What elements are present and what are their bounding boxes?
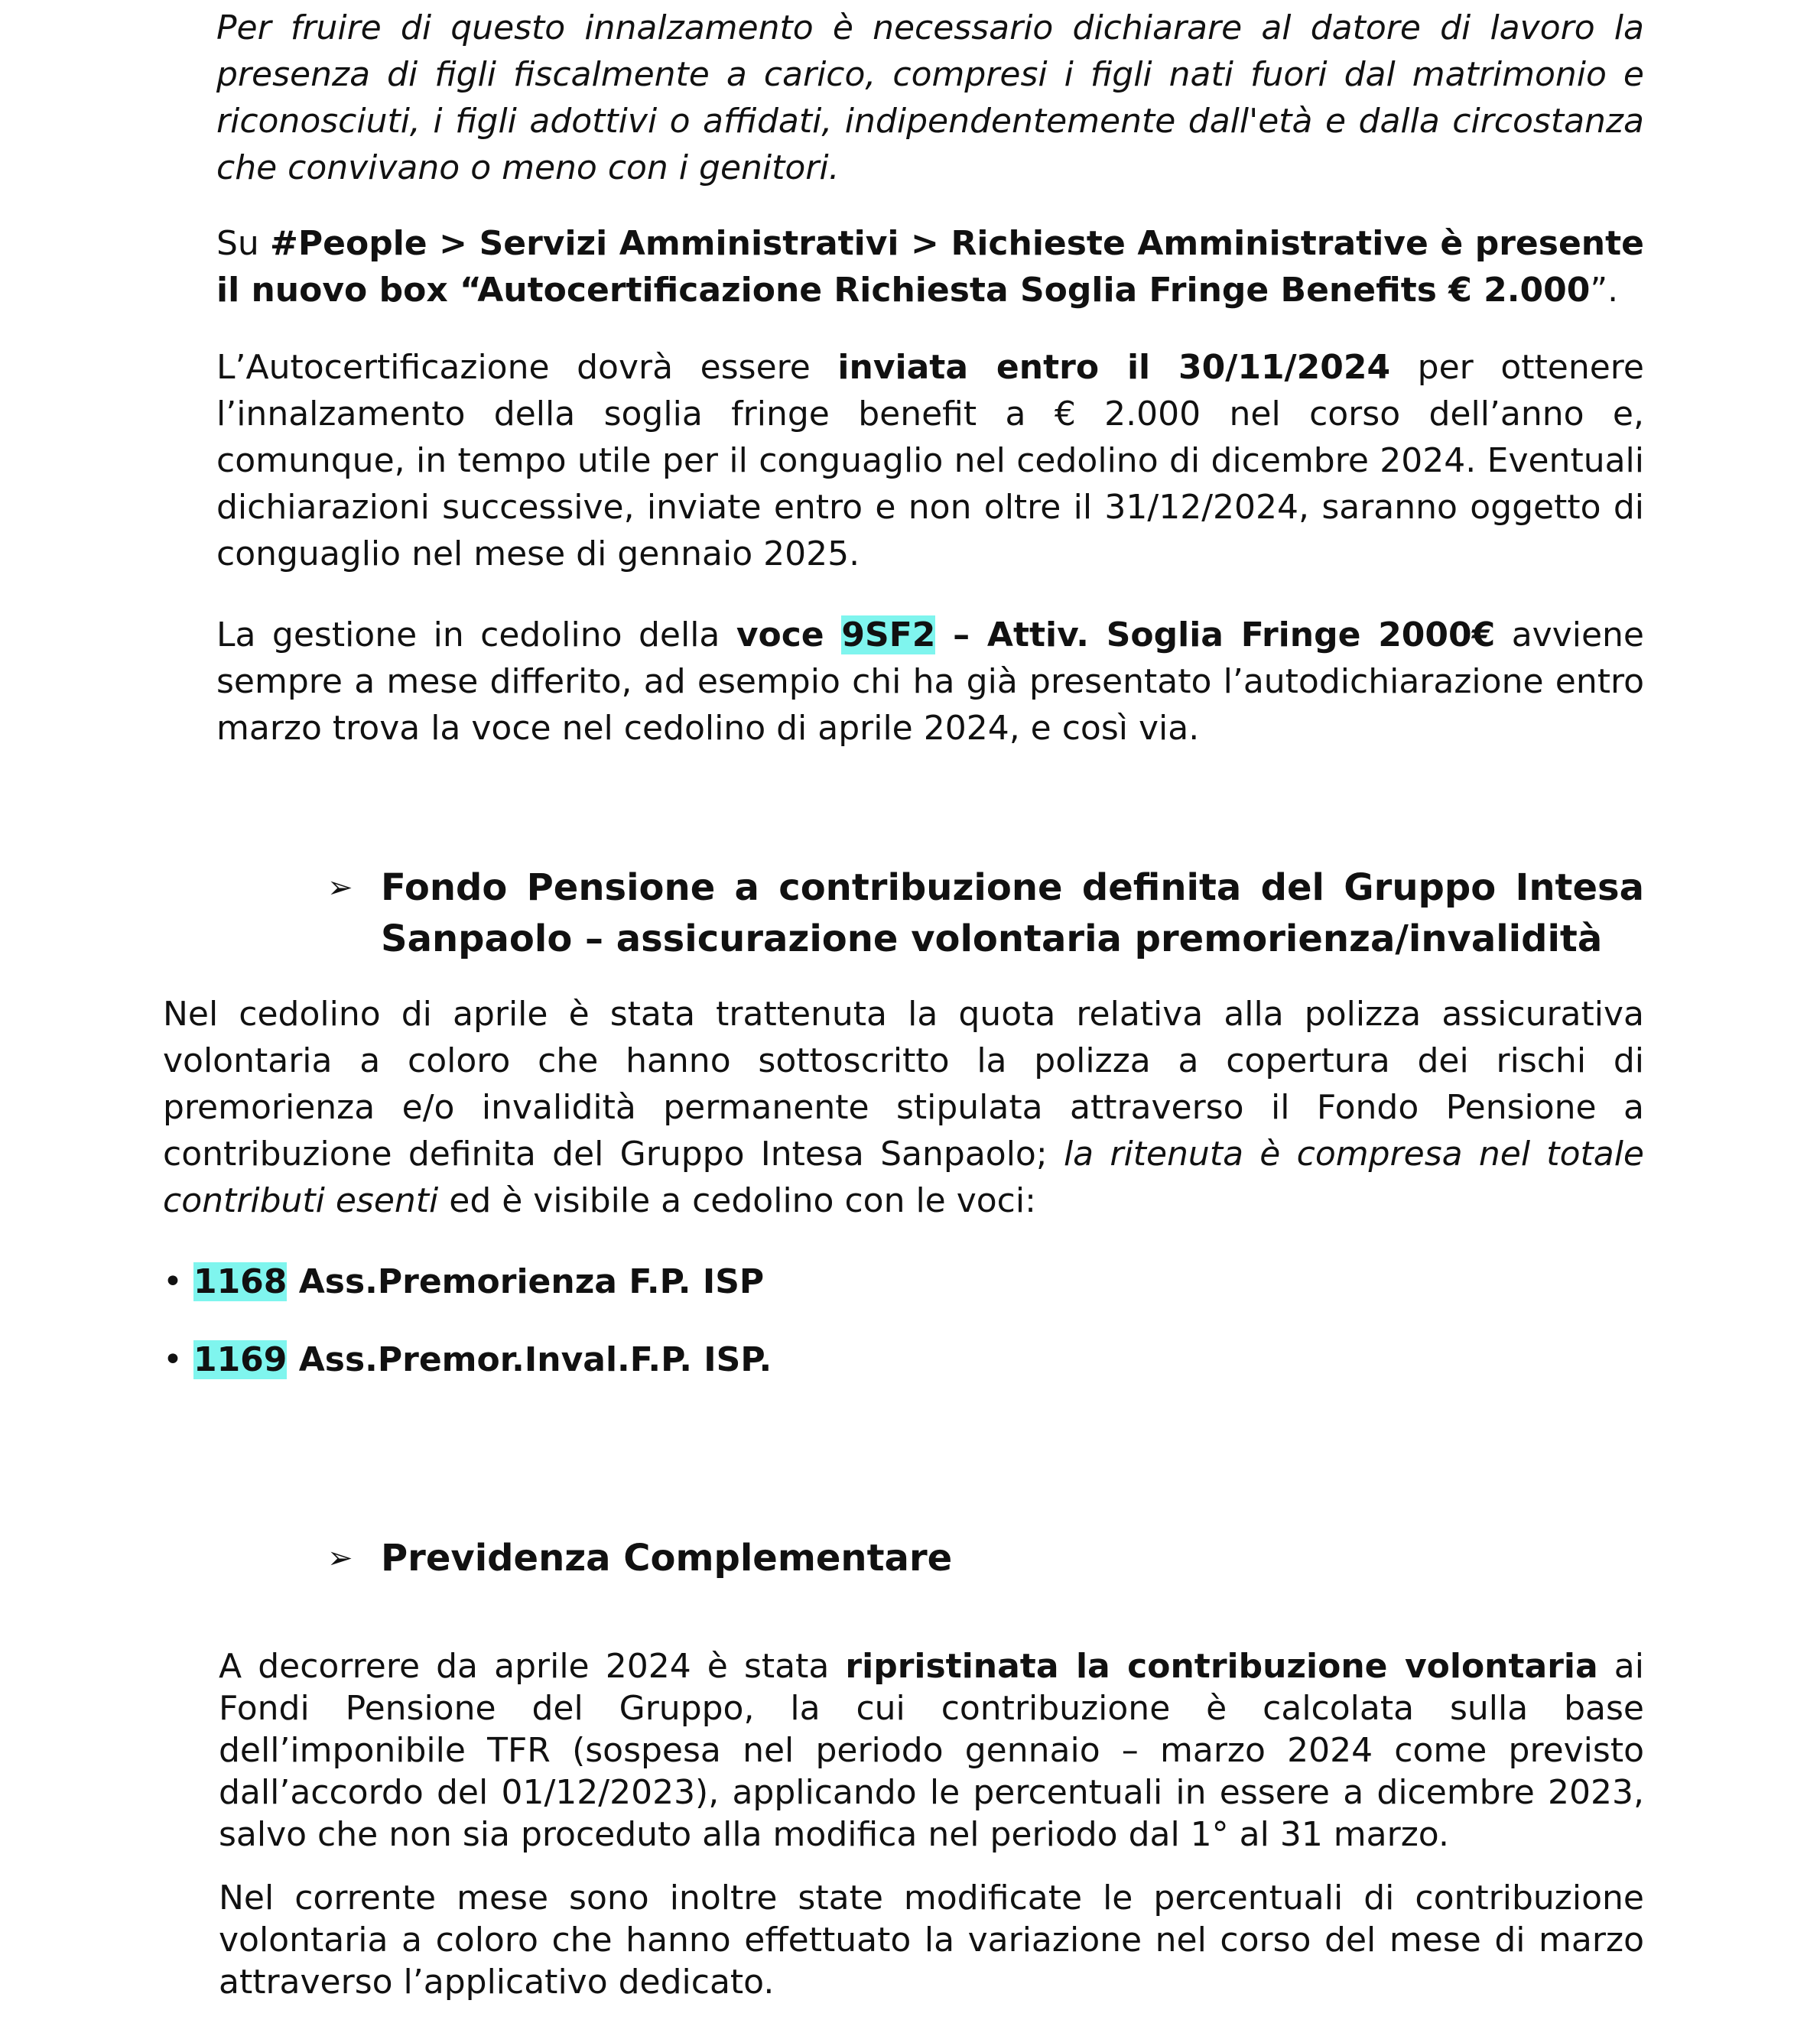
fondo-prefix: Nel cedolino di aprile è stata trattenuta la quota relativa alla polizza assicurativa volontaria a coloro che hanno sottoscritto la polizza a copertura dei rischi di premorienza e/o invalidità permanente stipulata attraverso il Fondo Pensione a contribuzione definita del Gruppo Intesa Sanpaolo; [163, 995, 1644, 1174]
autocert-paragraph [216, 344, 1644, 577]
list-item-voce-1169 [163, 1336, 772, 1383]
intro-paragraph: Per fruire di questo innalzamento è necessario dichiarare al datore di lavoro la presenza di figli fiscalmente a carico, compresi i figli nati fuori dal matrimonio e riconosciuti, i figli adottivi o affidati, indipendentemente dall'età e dalla circostanza che convivano o meno con i genitori. [216, 8, 1644, 187]
arrow-bullet-icon: ➢ [327, 1541, 353, 1576]
fondo-italic-note: la ritenuta è compresa nel totale contributi esenti [163, 1135, 1644, 1220]
voce-code-1168: 1168 [193, 1262, 288, 1301]
section-heading-fondo-pensione: Fondo Pensione a contribuzione definita del Gruppo Intesa Sanpaolo – assicurazione volontaria premorienza/invalidità [381, 866, 1644, 960]
people-prefix: Su [216, 224, 271, 263]
autocert-deadline: inviata entro il 30/11/2024 [837, 348, 1391, 387]
autocert-prefix: L’Autocertificazione dovrà essere [216, 348, 838, 387]
voce-label: Ass.Premorienza F.P. ISP [287, 1262, 765, 1301]
previdenza-bold: ripristinata la contribuzione volontaria [845, 1647, 1598, 1686]
fondo-suffix: ed è visibile a cedolino con le voci: [438, 1181, 1036, 1220]
gestione-suffix: avviene sempre a mese differito, ad esempio chi ha già presentato l’autodichiarazione entro marzo trova la voce nel cedolino di aprile 2024, e così via. [216, 615, 1645, 748]
fondo-paragraph [163, 991, 1644, 1224]
previdenza-paragraph-2: Nel corrente mese sono inoltre state modificate le percentuali di contribuzione volontaria a coloro che hanno effettuato la variazione nel corso del mese di marzo attraverso l’applicativo dedicato. [219, 1879, 1644, 2002]
gestione-voce: voce [736, 615, 842, 654]
people-path: #People > Servizi Amministrativi > Richieste Amministrative è presente il nuovo box “Autocertificazione Richiesta Soglia Fringe Benefits € 2.000 [216, 224, 1644, 310]
previdenza-paragraph-1 [219, 1645, 1644, 1856]
section-heading-previdenza: Previdenza Complementare [381, 1537, 953, 1580]
voce-label: Ass.Premor.Inval.F.P. ISP. [287, 1340, 772, 1379]
arrow-bullet-icon: ➢ [327, 870, 353, 905]
people-suffix: ”. [1590, 271, 1619, 310]
previdenza-suffix: ai Fondi Pensione del Gruppo, la cui contribuzione è calcolata sulla base dell’imponibile TFR (sospesa nel periodo gennaio – marzo 2024 come previsto dall’accordo del 01/12/2023), applicando le percentuali in essere a dicembre 2023, salvo che non sia proceduto alla modifica nel periodo dal 1° al 31 marzo. [219, 1647, 1644, 1854]
gestione-paragraph [216, 612, 1644, 752]
list-item-voce-1168 [163, 1258, 764, 1305]
voce-code-1169: 1169 [193, 1340, 288, 1379]
voce-code-9sf2: 9SF2 [841, 615, 936, 654]
bullet-dot-icon: • [163, 1262, 183, 1301]
previdenza-prefix: A decorrere da aprile 2024 è stata [219, 1647, 846, 1686]
bullet-dot-icon: • [163, 1340, 183, 1379]
people-paragraph [216, 220, 1644, 313]
autocert-suffix: per ottenere l’innalzamento della soglia fringe benefit a € 2.000 nel corso dell’anno e, comunque, in tempo utile per il conguaglio nel cedolino di dicembre 2024. Eventuali dichiarazioni successive, inviate entro e non oltre il 31/12/2024, saranno oggetto di conguaglio nel mese di gennaio 2025. [216, 348, 1644, 573]
gestione-voce-label: – Attiv. Soglia Fringe 2000€ [935, 615, 1496, 654]
gestione-prefix: La gestione in cedolino della [216, 615, 736, 654]
